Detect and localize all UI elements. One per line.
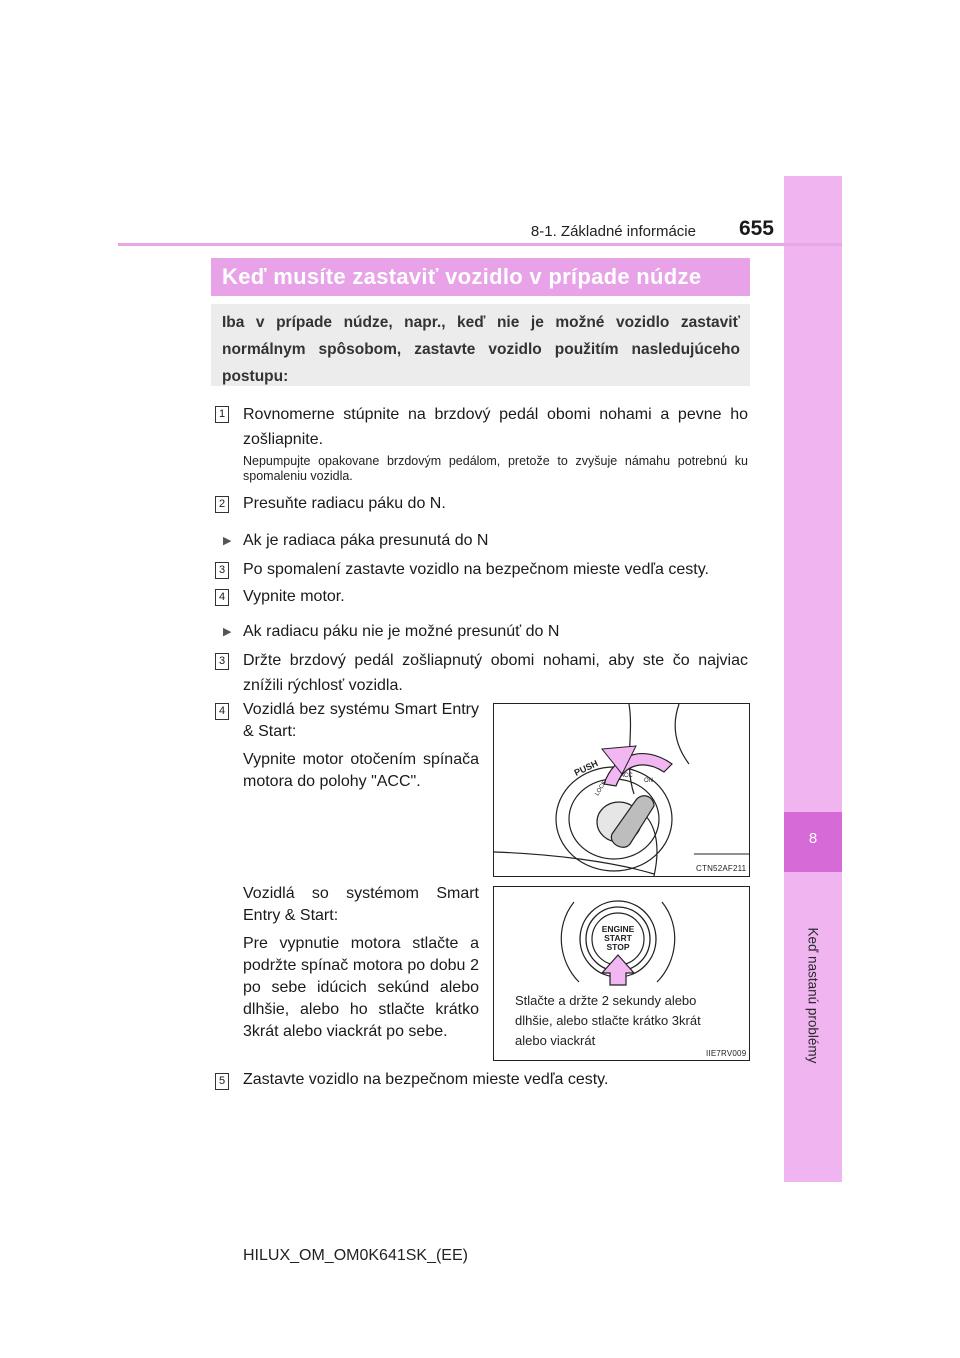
triangle-right-icon: ▶	[223, 626, 232, 638]
ignition-key-figure	[493, 703, 750, 877]
on-label: ON	[644, 778, 653, 784]
step-number: 4	[215, 589, 229, 606]
vehicle-type-label: Vozidlá so systémom Smart Entry & Start:	[243, 885, 479, 924]
figure-caption: Stlačte a držte 2 sekundy alebo dlhšie, alebo stlačte krátko 3krát alebo viackrát	[515, 993, 701, 1048]
step-number: 3	[215, 562, 229, 579]
step-text: Zastavte vozidlo na bezpečnom mieste vedľa cesty.	[243, 1071, 609, 1088]
chapter-number: 8	[808, 830, 818, 847]
step-number: 2	[215, 496, 229, 513]
step-text-no-smart-entry	[243, 699, 479, 793]
header-rule	[118, 243, 842, 246]
step-text: Presuňte radiacu páku do N.	[243, 495, 446, 512]
chapter-label: Keď nastanú problémy	[805, 927, 821, 1064]
triangle-right-icon: ▶	[223, 535, 232, 547]
step-text: Rovnomerne stúpnite na brzdový pedál obomi nohami a pevne ho zošliapnite.	[243, 406, 748, 448]
step-number: 1	[215, 406, 229, 423]
engine-button-label: ENGINE START STOP	[601, 924, 635, 952]
step-note: Nepumpujte opakovane brzdovým pedálom, pretože to zvyšuje námahu potrebnú ku spomaleniu vozidla.	[243, 454, 748, 483]
intro-box: Iba v prípade núdze, napr., keď nie je možné vozidlo zastaviť normálnym spôsobom, zastavte vozidlo použitím nasledujúceho postupu:	[211, 304, 750, 386]
section-title: Keď musíte zastaviť vozidlo v prípade núdze	[211, 258, 750, 296]
step-number: 5	[215, 1073, 229, 1090]
engine-start-stop-figure	[493, 886, 750, 1061]
step-text: Držte brzdový pedál zošliapnutý obomi nohami, aby ste čo najviac znížili rýchlosť vozidla.	[243, 652, 748, 694]
instruction-text: Vypnite motor otočením spínača motora do polohy "ACC".	[243, 751, 479, 790]
step-text: Po spomalení zastavte vozidlo na bezpečnom mieste vedľa cesty.	[243, 561, 709, 578]
step-text-smart-entry	[243, 883, 479, 1043]
header-section-title: 8-1. Základné informácie	[530, 223, 696, 240]
step-number: 4	[215, 703, 229, 720]
condition-heading: ▶ Ak radiacu páku nie je možné presunúť do N	[223, 623, 560, 640]
push-label: PUSH	[572, 758, 600, 778]
figure-code: CTN52AF211	[696, 864, 747, 873]
lock-label: LOCK	[594, 779, 608, 797]
acc-label: ACC	[620, 773, 633, 779]
vehicle-type-label: Vozidlá bez systému Smart Entry & Start:	[243, 701, 479, 740]
condition-heading: ▶ Ak je radiaca páka presunutá do N	[223, 532, 489, 549]
step-number: 3	[215, 653, 229, 670]
footer-doc-id: HILUX_OM_OM0K641SK_(EE)	[243, 1247, 468, 1264]
ignition-key-illustration	[494, 704, 749, 876]
instruction-text: Pre vypnutie motora stlačte a podržte spínač motora po dobu 2 po sebe idúcich sekúnd alebo dlhšie, alebo ho stlačte krátko 3krát alebo viackrát po sebe.	[243, 935, 479, 1040]
figure-code: IIE7RV009	[706, 1049, 747, 1058]
page-number: 655	[738, 217, 774, 240]
step-text: Vypnite motor.	[243, 588, 345, 605]
